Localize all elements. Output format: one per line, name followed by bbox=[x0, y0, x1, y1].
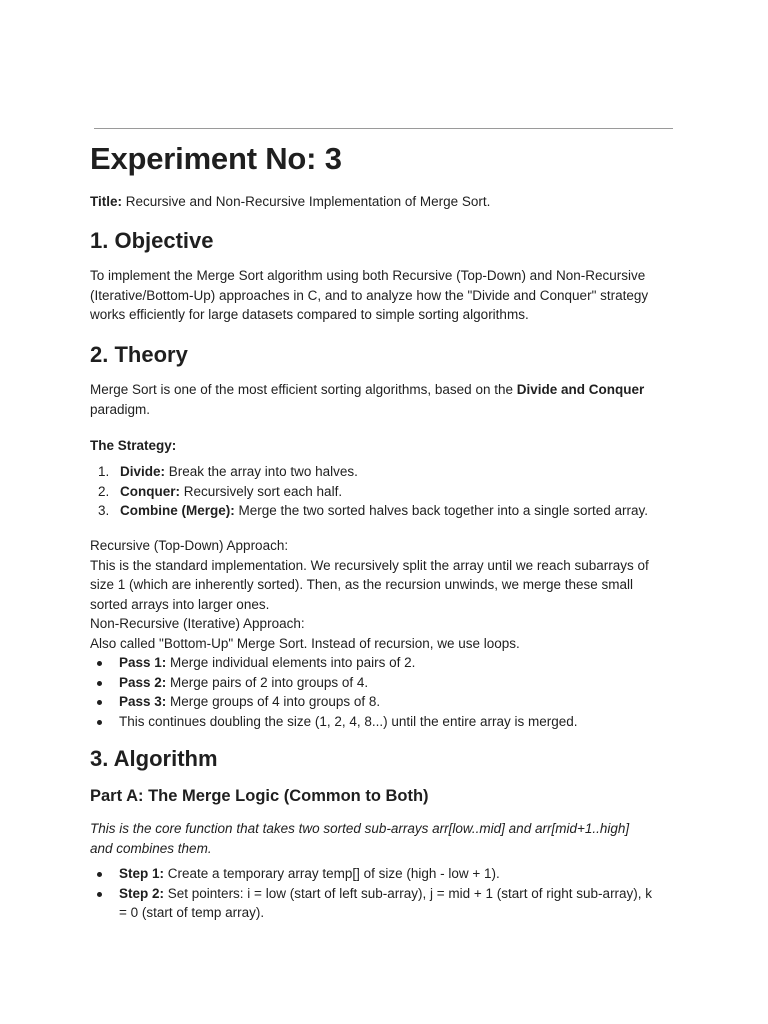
algorithm-steps-list bbox=[90, 864, 690, 923]
part-a-line: This is the core function that takes two sorted sub-arrays arr[low..mid] and arr[mid+1..high] bbox=[90, 821, 630, 836]
step-bold: Step 2: bbox=[119, 885, 165, 901]
horizontal-divider bbox=[94, 128, 673, 129]
pass-text: Merge groups of 4 into groups of 8. bbox=[166, 694, 381, 709]
objective-paragraph bbox=[90, 266, 682, 325]
strategy-item-text: Recursively sort each half. bbox=[180, 483, 343, 499]
strategy-item-bold: Combine (Merge): bbox=[120, 503, 235, 518]
part-a-description bbox=[90, 819, 682, 858]
bullet-icon bbox=[97, 892, 102, 897]
part-a-line: and combines them. bbox=[90, 840, 212, 856]
strategy-item-text: Break the array into two halves. bbox=[165, 464, 358, 479]
list-number: 2. bbox=[98, 483, 110, 499]
strategy-item-bold: Conquer: bbox=[120, 483, 180, 499]
list-item bbox=[90, 673, 682, 693]
objective-line: works efficiently for large datasets compared to simple sorting algorithms. bbox=[90, 307, 529, 322]
list-item bbox=[90, 712, 682, 732]
pass-bold: Pass 1: bbox=[119, 655, 167, 670]
pass-list bbox=[90, 653, 682, 731]
objective-line: To implement the Merge Sort algorithm using both Recursive (Top-Down) and Non-Recursive bbox=[90, 268, 646, 283]
pass-text: Merge individual elements into pairs of 2. bbox=[166, 655, 416, 670]
list-item bbox=[90, 692, 682, 712]
list-item bbox=[90, 462, 648, 482]
objective-heading: 1. Objective bbox=[90, 228, 214, 253]
theory-intro bbox=[90, 380, 682, 419]
part-a-heading: Part A: The Merge Logic (Common to Both) bbox=[90, 787, 429, 805]
experiment-heading: Experiment No: 3 bbox=[90, 141, 342, 176]
approaches-paragraph bbox=[90, 536, 682, 653]
theory-intro-bold: Divide and Conquer bbox=[516, 382, 645, 397]
pass-bold: Pass 3: bbox=[119, 694, 167, 709]
strategy-list bbox=[90, 462, 648, 521]
list-item bbox=[90, 884, 690, 923]
approach-line: size 1 (which are inherently sorted). Then, as the recursion unwinds, we merge these small bbox=[90, 577, 634, 592]
approach-line: Non-Recursive (Iterative) Approach: bbox=[90, 616, 305, 631]
pass-text: This continues doubling the size (1, 2, 4, 8...) until the entire array is merged. bbox=[119, 713, 578, 729]
step-continuation: = 0 (start of temp array). bbox=[119, 905, 265, 920]
title-line bbox=[90, 192, 490, 212]
objective-line: (Iterative/Bottom-Up) approaches in C, and to analyze how the "Divide and Conquer" strategy bbox=[90, 287, 649, 303]
approach-line: Recursive (Top-Down) Approach: bbox=[90, 538, 289, 553]
list-item bbox=[90, 501, 648, 521]
list-item bbox=[90, 653, 682, 673]
theory-intro-line bbox=[90, 380, 682, 400]
approach-line: This is the standard implementation. We recursively split the array until we reach subarrays of bbox=[90, 557, 649, 573]
list-item bbox=[90, 864, 690, 884]
list-number: 3. bbox=[98, 503, 110, 518]
bullet-icon bbox=[97, 700, 102, 705]
step-text: Create a temporary array temp[] of size (high - low + 1). bbox=[164, 866, 500, 881]
approach-line: Also called "Bottom-Up" Merge Sort. Instead of recursion, we use loops. bbox=[90, 635, 520, 651]
algorithm-heading: 3. Algorithm bbox=[90, 746, 218, 771]
bullet-icon bbox=[97, 872, 102, 877]
pass-bold: Pass 2: bbox=[119, 674, 167, 690]
strategy-item-bold: Divide: bbox=[120, 464, 166, 479]
step-bold: Step 1: bbox=[119, 866, 165, 881]
title-value: Recursive and Non-Recursive Implementation of Merge Sort. bbox=[122, 194, 491, 209]
title-label: Title: bbox=[90, 194, 123, 209]
bullet-icon bbox=[97, 661, 102, 666]
theory-heading: 2. Theory bbox=[90, 342, 188, 367]
list-item bbox=[90, 482, 648, 502]
list-number: 1. bbox=[98, 464, 110, 479]
bullet-icon bbox=[97, 681, 102, 686]
bullet-icon bbox=[97, 720, 102, 725]
strategy-label: The Strategy: bbox=[90, 438, 177, 453]
step-text: Set pointers: i = low (start of left sub-array), j = mid + 1 (start of right sub-array), k bbox=[164, 885, 653, 901]
strategy-item-text: Merge the two sorted halves back together into a single sorted array. bbox=[234, 503, 648, 518]
pass-text: Merge pairs of 2 into groups of 4. bbox=[166, 674, 369, 690]
theory-intro-text: Merge Sort is one of the most efficient sorting algorithms, based on the bbox=[90, 382, 517, 397]
approach-line: sorted arrays into larger ones. bbox=[90, 596, 270, 612]
theory-intro-line: paradigm. bbox=[90, 401, 151, 417]
